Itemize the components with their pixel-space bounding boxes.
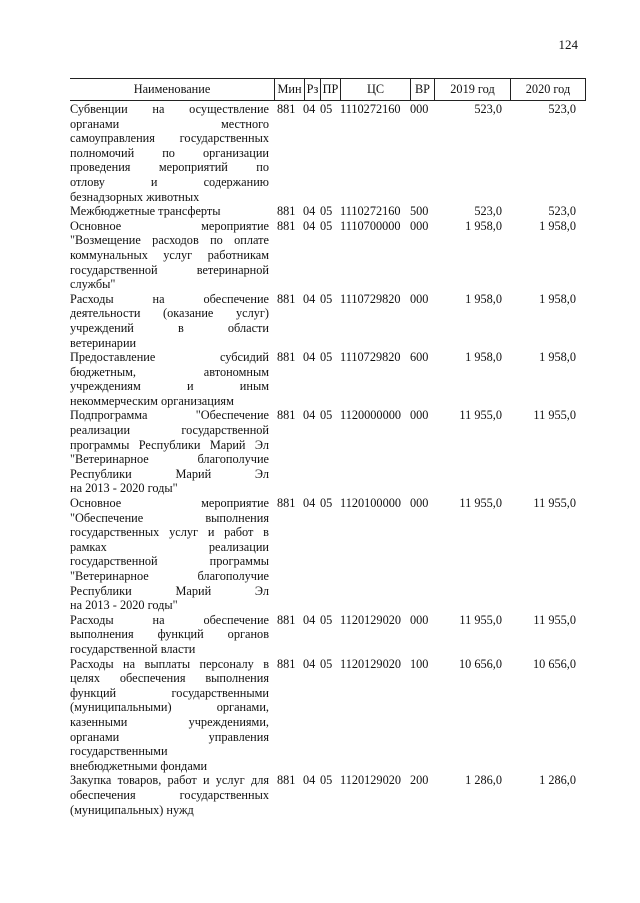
row-name-line: рамках реализации bbox=[70, 539, 269, 554]
row-amount-2019: 1 286,0 bbox=[465, 773, 502, 788]
row-rz: 04 bbox=[303, 204, 316, 219]
row-name-line: безнадзорных животных bbox=[70, 189, 200, 204]
table-row bbox=[70, 657, 586, 774]
table-header bbox=[70, 78, 586, 101]
row-min: 881 bbox=[277, 773, 296, 788]
row-min: 881 bbox=[277, 656, 296, 671]
row-rz: 04 bbox=[303, 656, 316, 671]
row-amount-2020: 523,0 bbox=[548, 204, 576, 219]
row-cs: 1110729820 bbox=[340, 350, 401, 365]
row-amount-2020: 1 958,0 bbox=[539, 350, 576, 365]
row-pr: 05 bbox=[320, 773, 333, 788]
row-amount-2019: 1 958,0 bbox=[465, 350, 502, 365]
row-amount-2020: 1 286,0 bbox=[539, 773, 576, 788]
row-name-line: функций государственными bbox=[70, 685, 269, 700]
row-cs: 1120129020 bbox=[340, 656, 402, 671]
row-cs: 1120129020 bbox=[340, 612, 402, 627]
header-pr: ПР bbox=[320, 79, 340, 100]
row-amount-2019: 10 656,0 bbox=[458, 656, 502, 671]
row-name-line: коммунальных услуг работникам bbox=[70, 247, 269, 262]
row-rz: 04 bbox=[303, 218, 316, 233]
row-min: 881 bbox=[277, 102, 296, 116]
row-rz: 04 bbox=[303, 102, 316, 116]
row-name-line: "Обеспечение выполнения bbox=[70, 510, 269, 525]
table-row bbox=[70, 496, 586, 613]
row-name-line: (муниципальными) органами, bbox=[70, 700, 269, 715]
row-name-line: Расходы на обеспечение bbox=[70, 612, 269, 627]
row-name-line: Предоставление субсидий bbox=[70, 350, 269, 365]
row-amount-2019: 523,0 bbox=[474, 102, 502, 116]
row-amount-2019: 523,0 bbox=[474, 204, 502, 219]
row-cs: 1110272160 bbox=[340, 102, 401, 116]
row-name bbox=[70, 350, 269, 408]
row-cs: 1120100000 bbox=[340, 496, 402, 511]
row-name-line: (муниципальных) нужд bbox=[70, 802, 194, 817]
row-vr: 000 bbox=[410, 496, 429, 511]
row-pr: 05 bbox=[320, 102, 333, 116]
row-amount-2020: 10 656,0 bbox=[532, 656, 576, 671]
row-name bbox=[70, 102, 269, 204]
row-name-line: государственной программы bbox=[70, 554, 269, 569]
row-pr: 05 bbox=[320, 291, 333, 306]
row-amount-2019: 11 955,0 bbox=[459, 408, 502, 423]
row-name bbox=[70, 204, 269, 219]
row-amount-2020: 523,0 bbox=[548, 102, 576, 116]
row-name-line: Субвенции на осуществление bbox=[70, 102, 269, 116]
page-number: 124 bbox=[558, 37, 578, 52]
row-rz: 04 bbox=[303, 773, 316, 788]
row-amount-2020: 11 955,0 bbox=[533, 408, 576, 423]
row-rz: 04 bbox=[303, 612, 316, 627]
row-pr: 05 bbox=[320, 656, 333, 671]
row-name-line: "Ветеринарное благополучие bbox=[70, 452, 269, 467]
row-vr: 100 bbox=[410, 656, 429, 671]
row-name-line: ветеринарии bbox=[70, 335, 137, 350]
row-name-line: учреждениям и иным bbox=[70, 379, 269, 394]
row-min: 881 bbox=[277, 204, 296, 219]
row-name-line: самоуправления государственных bbox=[70, 131, 269, 146]
row-name-line: реализации государственной bbox=[70, 423, 269, 438]
row-vr: 200 bbox=[410, 773, 429, 788]
row-name-line: выполнения функций органов bbox=[70, 627, 269, 642]
row-pr: 05 bbox=[320, 204, 333, 219]
row-min: 881 bbox=[277, 496, 296, 511]
row-vr: 000 bbox=[410, 408, 429, 423]
row-name-line: государственными bbox=[70, 744, 168, 759]
row-name-line: программы Республики Марий Эл bbox=[70, 437, 269, 452]
row-min: 881 bbox=[277, 612, 296, 627]
row-pr: 05 bbox=[320, 496, 333, 511]
header-rz: Рз bbox=[304, 79, 320, 100]
row-vr: 000 bbox=[410, 612, 429, 627]
row-name-line: деятельности (оказание услуг) bbox=[70, 306, 269, 321]
row-name-line: государственной власти bbox=[70, 641, 196, 656]
row-name bbox=[70, 292, 269, 350]
row-name-line: учреждений в области bbox=[70, 320, 269, 335]
row-min: 881 bbox=[277, 408, 296, 423]
row-name-line: государственных услуг и работ в bbox=[70, 525, 269, 540]
row-amount-2020: 1 958,0 bbox=[539, 218, 576, 233]
header-2019: 2019 год bbox=[434, 79, 510, 100]
row-vr: 000 bbox=[410, 218, 429, 233]
row-name bbox=[70, 408, 269, 496]
row-name-line: государственной ветеринарной bbox=[70, 262, 269, 277]
row-name-line: Закупка товаров, работ и услуг для bbox=[70, 773, 269, 788]
row-cs: 1120129020 bbox=[340, 773, 402, 788]
row-name-line: бюджетным, автономным bbox=[70, 364, 269, 379]
row-amount-2019: 1 958,0 bbox=[465, 291, 502, 306]
row-rz: 04 bbox=[303, 291, 316, 306]
header-min: Мин bbox=[274, 79, 304, 100]
row-name-line: "Возмещение расходов по оплате bbox=[70, 233, 269, 248]
row-name bbox=[70, 657, 269, 774]
row-min: 881 bbox=[277, 218, 296, 233]
table-body bbox=[70, 102, 586, 817]
row-name-line: Межбюджетные трансферты bbox=[70, 204, 221, 219]
row-name bbox=[70, 496, 269, 613]
row-vr: 000 bbox=[410, 102, 429, 116]
row-name-line: некоммерческим организациям bbox=[70, 393, 234, 408]
header-2020: 2020 год bbox=[510, 79, 586, 100]
row-pr: 05 bbox=[320, 612, 333, 627]
row-cs: 1110700000 bbox=[340, 218, 401, 233]
row-name-line: Основное мероприятие bbox=[70, 218, 269, 233]
row-cs: 1120000000 bbox=[340, 408, 402, 423]
table-row bbox=[70, 102, 586, 204]
row-rz: 04 bbox=[303, 350, 316, 365]
row-pr: 05 bbox=[320, 218, 333, 233]
row-amount-2019: 11 955,0 bbox=[459, 496, 502, 511]
row-name-line: на 2013 - 2020 годы" bbox=[70, 598, 178, 613]
row-cs: 1110729820 bbox=[340, 291, 401, 306]
row-name-line: на 2013 - 2020 годы" bbox=[70, 481, 178, 496]
table-row bbox=[70, 350, 586, 408]
row-name-line: Подпрограмма "Обеспечение bbox=[70, 408, 269, 423]
table-row bbox=[70, 219, 586, 292]
row-name-line: проведения мероприятий по bbox=[70, 160, 269, 175]
row-cs: 1110272160 bbox=[340, 204, 401, 219]
row-amount-2019: 11 955,0 bbox=[459, 612, 502, 627]
row-name-line: службы" bbox=[70, 277, 116, 292]
row-pr: 05 bbox=[320, 350, 333, 365]
row-name-line: внебюджетными фондами bbox=[70, 758, 208, 773]
row-name-line: Республики Марий Эл bbox=[70, 466, 269, 481]
row-rz: 04 bbox=[303, 408, 316, 423]
row-amount-2020: 11 955,0 bbox=[533, 496, 576, 511]
row-name-line: Расходы на обеспечение bbox=[70, 291, 269, 306]
row-name-line: Основное мероприятие bbox=[70, 496, 269, 511]
table-row bbox=[70, 204, 586, 219]
row-min: 881 bbox=[277, 291, 296, 306]
row-name bbox=[70, 773, 269, 817]
row-name-line: отлову и содержанию bbox=[70, 174, 269, 189]
row-vr: 600 bbox=[410, 350, 429, 365]
header-name: Наименование bbox=[133, 82, 211, 96]
table-row bbox=[70, 773, 586, 817]
row-name-line: органами местного bbox=[70, 116, 269, 131]
row-name-line: казенными учреждениями, bbox=[70, 714, 269, 729]
row-vr: 500 bbox=[410, 204, 429, 219]
row-name bbox=[70, 613, 269, 657]
row-name-line: обеспечения государственных bbox=[70, 787, 269, 802]
row-rz: 04 bbox=[303, 496, 316, 511]
row-name-line: органами управления bbox=[70, 729, 269, 744]
row-pr: 05 bbox=[320, 408, 333, 423]
table-row bbox=[70, 292, 586, 350]
table-row bbox=[70, 613, 586, 657]
row-name-line: полномочий по организации bbox=[70, 145, 269, 160]
row-amount-2019: 1 958,0 bbox=[465, 218, 502, 233]
row-name bbox=[70, 219, 269, 292]
row-name-line: целях обеспечения выполнения bbox=[70, 671, 269, 686]
row-name-line: Расходы на выплаты персоналу в bbox=[70, 656, 269, 671]
row-name-line: Республики Марий Эл bbox=[70, 583, 269, 598]
row-vr: 000 bbox=[410, 291, 429, 306]
table-row bbox=[70, 408, 586, 496]
row-name-line: "Ветеринарное благополучие bbox=[70, 569, 269, 583]
header-cs: ЦС bbox=[340, 79, 410, 100]
row-min: 881 bbox=[277, 350, 296, 365]
header-vr: ВР bbox=[410, 79, 434, 100]
row-amount-2020: 1 958,0 bbox=[539, 291, 576, 306]
row-amount-2020: 11 955,0 bbox=[533, 612, 576, 627]
